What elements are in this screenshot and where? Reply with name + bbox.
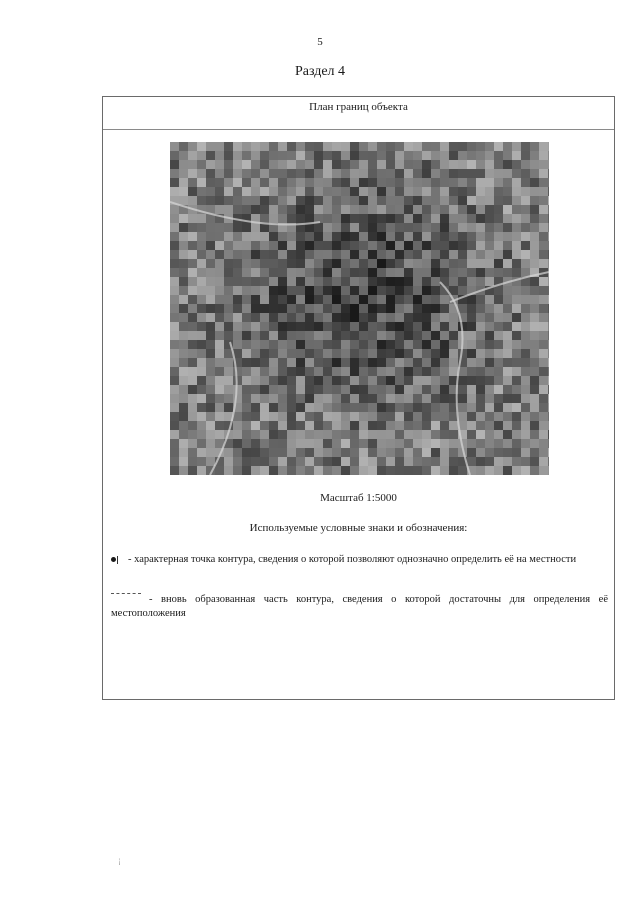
map-scale: Масштаб 1:5000 [320, 492, 397, 504]
dashed-line-icon [111, 593, 141, 594]
legend-item-text: - характерная точка контура, сведения о которой позволяют однозначно определить её на местности [128, 554, 577, 565]
section-title: Раздел 4 [294, 64, 346, 79]
boundary-plan-frame [102, 96, 615, 700]
point-marker-icon [111, 557, 116, 562]
page-number: 5 [317, 36, 323, 48]
point-tick-icon [117, 556, 118, 564]
aerial-map-image [170, 142, 549, 475]
legend-heading: Используемые условные знаки и обозначения: [249, 522, 468, 534]
legend-item-point [111, 553, 608, 567]
footnote-mark: ¡ [118, 855, 121, 865]
frame-header: План границ объекта [103, 97, 614, 130]
legend-item-line [111, 593, 608, 621]
legend-item-text: - вновь образованная часть контура, сведения о которой достаточны для определения её местоположения [111, 594, 608, 619]
